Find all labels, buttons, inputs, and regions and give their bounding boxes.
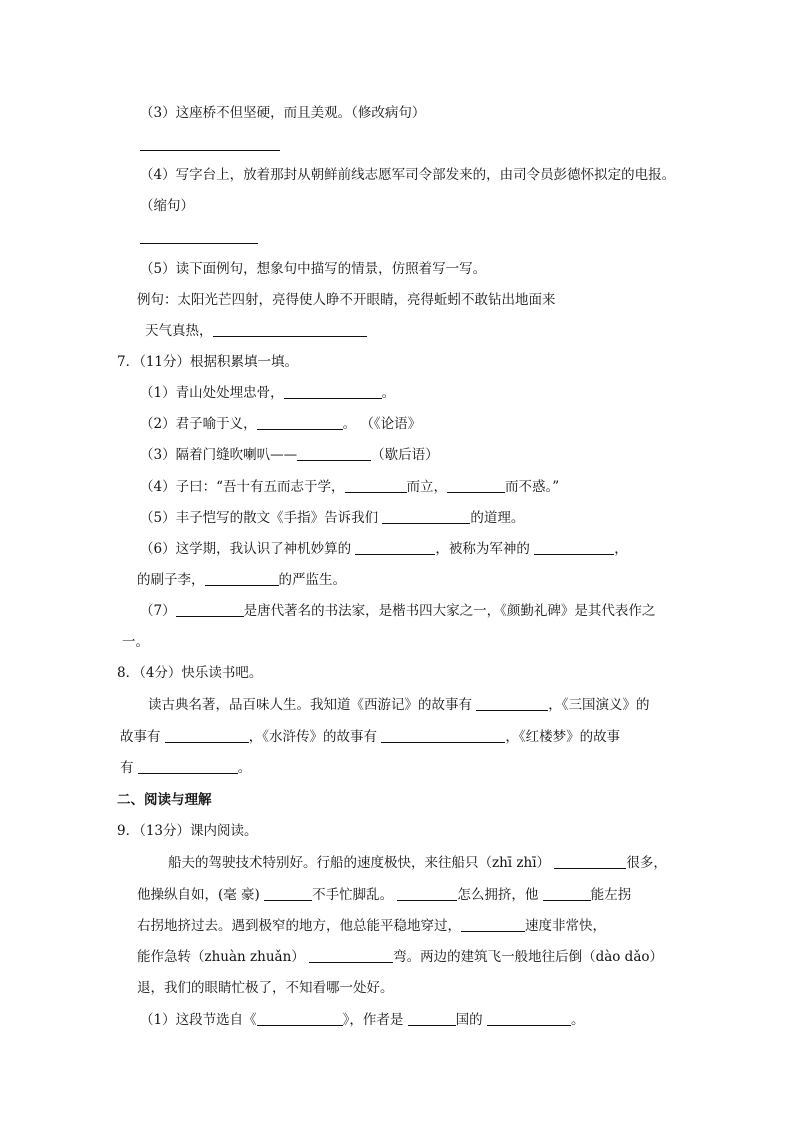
q7-item-7-cont: 一。 <box>122 634 149 650</box>
answer-blank[interactable] <box>205 571 279 586</box>
answer-blank[interactable] <box>355 540 435 555</box>
q9-passage-text: 能作急转（zhuàn zhuǎn） <box>137 949 310 965</box>
q8-line-2-text: 故事有 <box>120 729 165 745</box>
q9-sub-1-mid: 》，作者是 <box>342 1012 408 1028</box>
answer-line[interactable] <box>140 243 258 244</box>
answer-blank[interactable] <box>345 478 407 493</box>
q9-passage-text: 速度非常快， <box>525 918 606 934</box>
q9-passage-text: 怎么拥挤，他 <box>457 887 543 903</box>
answer-blank[interactable] <box>554 854 626 869</box>
q7-item-4-mid: 而立， <box>406 479 447 495</box>
q7-item-4 <box>140 477 559 497</box>
q7-item-1-text: （1）青山处处埋忠骨， <box>140 385 284 401</box>
q6-fill <box>145 321 367 341</box>
q8-line-1-end: ，《三国演义》的 <box>548 697 650 713</box>
answer-blank[interactable] <box>165 728 249 743</box>
q7-item-4-text: （4）子曰：“吾十有五而志于学， <box>140 479 345 495</box>
q6-item-4: （4）写字台上，放着那封从朝鲜前线志愿军司令部发来的，由司令员彭德怀拟定的电报。 <box>140 167 676 183</box>
q7-item-6-shuazili: 的刷子李， <box>137 572 205 588</box>
q7-item-5-end: 的道理。 <box>470 510 525 526</box>
q7-item-6-cont <box>137 570 346 590</box>
answer-blank[interactable] <box>476 696 548 711</box>
q9-sub-1-text: （1）这段节选自《 <box>140 1012 257 1028</box>
q9-sub-1-mid2: 国的 <box>455 1012 487 1028</box>
q8-heading: 8．（4分）快乐读书吧。 <box>117 665 263 681</box>
q9-passage-line-3 <box>137 916 606 936</box>
q7-item-6-mid: ，被称为军神的 <box>435 541 535 557</box>
q9-passage-text: 不手忙脚乱。 <box>312 887 398 903</box>
q9-passage-text: 能左拐 <box>590 887 632 903</box>
q9-passage-text: 他操纵自如，(毫 豪) <box>137 887 265 903</box>
q9-passage-line-4 <box>137 947 663 967</box>
q7-item-7-num: （7） <box>140 603 176 619</box>
q9-sub-1-end: 。 <box>570 1012 585 1028</box>
q9-passage-text: 船夫的驾驶技术特别好。行船的速度极快，来往船只（zhī zhī） <box>168 855 555 871</box>
q8-line-3-text: 有 <box>120 760 138 776</box>
answer-blank[interactable] <box>257 415 343 430</box>
q8-line-1 <box>148 695 650 715</box>
q7-item-6-text: （6）这学期，我认识了神机妙算的 <box>140 541 356 557</box>
q6-example: 例句：太阳光芒四射，亮得使人睁不开眼睛，亮得蚯蚓不敢钻出地面来 <box>137 292 556 308</box>
q7-item-1 <box>140 383 395 403</box>
q9-passage-text: 弯。两边的建筑飞一般地往后倒（dào dǎo） <box>393 949 664 965</box>
q7-item-3-end: （歇后语） <box>371 447 439 463</box>
q7-item-7 <box>140 601 655 621</box>
q6-item-5: （5）读下面例句，想象句中描写的情景，仿照着写一写。 <box>140 261 487 277</box>
answer-line[interactable] <box>140 150 280 151</box>
answer-blank[interactable] <box>543 886 591 901</box>
q7-item-6-comma: ， <box>614 541 628 557</box>
q9-passage-line-5: 退，我们的眼睛忙极了，不知看哪一处好。 <box>137 980 394 996</box>
q8-line-3-end: 。 <box>237 760 252 776</box>
q6-item-4-note: （缩句） <box>140 198 194 214</box>
answer-blank[interactable] <box>264 886 312 901</box>
answer-blank[interactable] <box>534 540 614 555</box>
answer-blank[interactable] <box>461 917 525 932</box>
q7-item-4-end: 而不惑。” <box>505 479 560 495</box>
q8-line-2 <box>120 727 620 747</box>
q9-sub-1 <box>140 1010 584 1030</box>
q7-item-5-text: （5）丰子恺写的散文《手指》告诉我们 <box>140 510 383 526</box>
q7-item-6 <box>140 539 628 559</box>
answer-blank[interactable] <box>381 728 505 743</box>
q9-passage-text: 很多， <box>626 855 667 871</box>
answer-blank[interactable] <box>176 602 244 617</box>
answer-blank[interactable] <box>397 886 457 901</box>
answer-blank[interactable] <box>213 322 367 337</box>
q8-line-2-mid: ，《水浒传》的故事有 <box>248 729 382 745</box>
q9-passage-line-1 <box>168 853 667 873</box>
q7-item-5 <box>140 508 524 528</box>
answer-blank[interactable] <box>408 1011 456 1026</box>
q7-item-7-text: 是唐代著名的书法家，是楷书四大家之一，《颜勤礼碑》是其代表作之 <box>243 603 656 619</box>
section-heading: 二、阅读与理解 <box>117 792 212 808</box>
answer-blank[interactable] <box>487 1011 571 1026</box>
q6-item-3: （3）这座桥不但坚硬，而且美观。（修改病句） <box>140 105 426 121</box>
q7-item-2-text: （2）君子喻于义， <box>140 416 257 432</box>
answer-blank[interactable] <box>284 384 382 399</box>
q7-item-6-end: 的严监生。 <box>278 572 346 588</box>
answer-blank[interactable] <box>309 948 393 963</box>
q7-item-1-end: 。 <box>381 385 396 401</box>
answer-blank[interactable] <box>382 509 470 524</box>
answer-blank[interactable] <box>138 759 238 774</box>
q7-heading: 7．（11分）根据积累填一填。 <box>117 354 299 370</box>
answer-blank[interactable] <box>297 446 371 461</box>
q7-item-2 <box>140 414 421 434</box>
q9-passage-line-2 <box>137 885 631 905</box>
answer-blank[interactable] <box>447 478 505 493</box>
q8-line-3 <box>120 758 251 778</box>
answer-blank[interactable] <box>257 1011 343 1026</box>
q7-item-2-end: 。 （《论语》 <box>342 416 422 432</box>
q9-heading: 9．（13分）课内阅读。 <box>117 823 258 839</box>
q8-line-1-text: 读古典名著，品百味人生。我知道《西游记》的故事有 <box>148 697 477 713</box>
q7-item-3 <box>140 445 439 465</box>
q9-passage-text: 右拐地挤过去。遇到极窄的地方，他总能平稳地穿过， <box>137 918 461 934</box>
q7-item-3-text: （3）隔着门缝吹喇叭—— <box>140 447 298 463</box>
q6-fill-text: 天气真热， <box>145 323 213 339</box>
q8-line-2-end: ，《红楼梦》的故事 <box>505 729 621 745</box>
